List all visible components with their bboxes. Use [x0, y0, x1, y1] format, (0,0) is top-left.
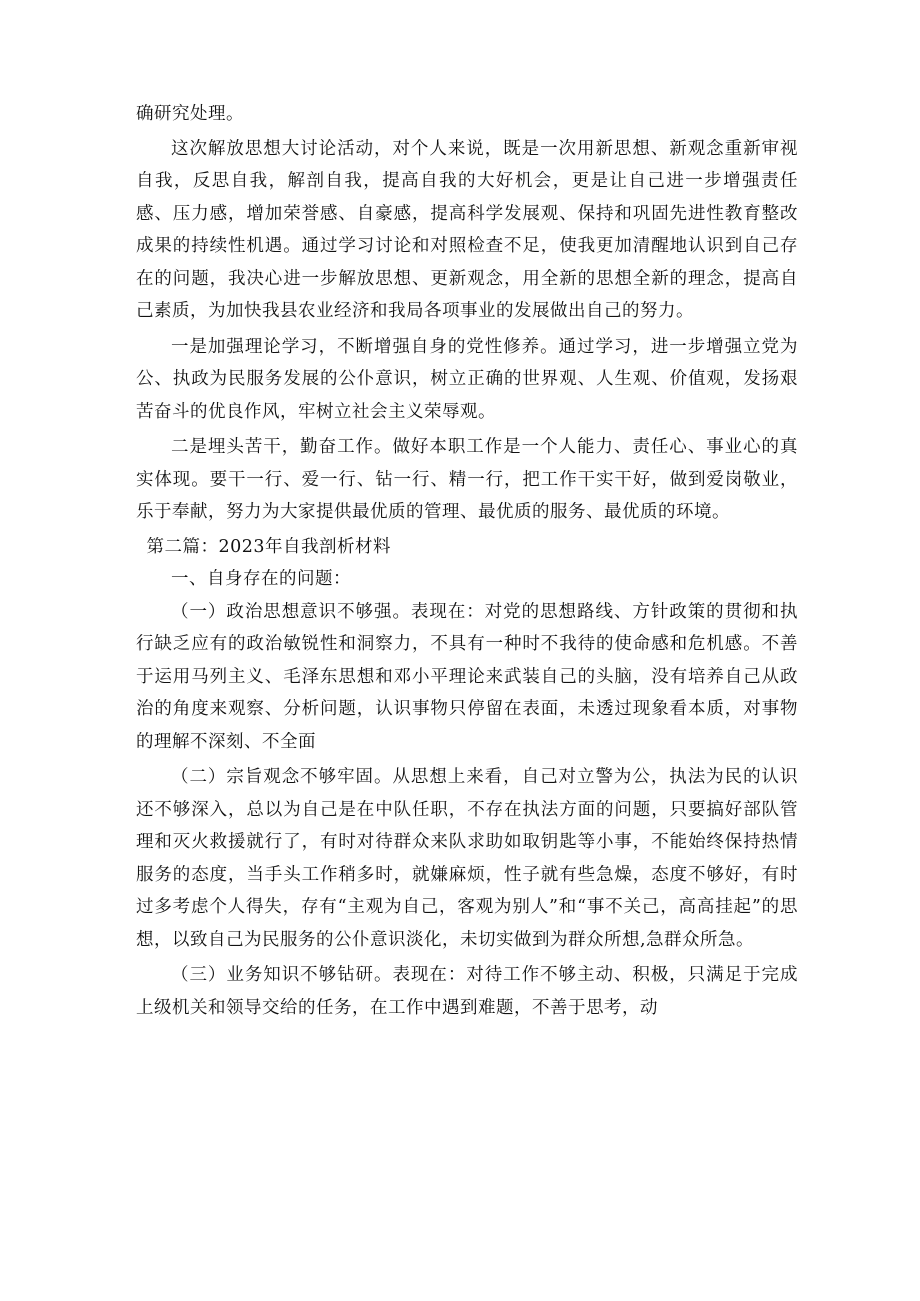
paragraph-discussion-activity: 这次解放思想大讨论活动，对个人来说，既是一次用新思想、新观念重新审视自我，反思自我，解剖自我，提高自我的大好机会，更是让自己进一步增强责任感、压力感，增加荣誉感、自豪感，提高科学发展观、保持和巩固先进性教育整改成果的持续性机遇。通过学习讨论和对照检查不足，使我更加清醒地认识到自己存在的问题，我决心进一步解放思想、更新观念，用全新的思想全新的理念，提高自己素质，为加快我县农业经济和我局各项事业的发展做出自己的努力。: [136, 138, 798, 321]
paragraph-political-awareness: （一）政治思想意识不够强。表现在：对党的思想路线、方针政策的贯彻和执行缺乏应有的政治敏锐性和洞察力，不具有一种时不我待的使命感和危机感。不善于运用马列主义、毛泽东思想和邓小平理论来武装自己的头脑，没有培养自己从政治的角度来观察、分析问题，认识事物只停留在表面，未透过现象看本质，对事物的理解不深刻、不全面: [136, 601, 798, 752]
paragraph-purpose-concept: （二）宗旨观念不够牢固。从思想上来看，自己对立警为公，执法为民的认识还不够深入，总以为自己是在中队任职，不存在执法方面的问题，只要搞好部队管理和灭火救援就行了，有时对待群众来队求助如取钥匙等小事，不能始终保持热情服务的态度，当手头工作稍多时，就嫌麻烦，性子就有些急燥，态度不够好，有时过多考虑个人得失，存有“主观为自己，客观为别人”和“事不关己，高高挂起”的思想，以致自己为民服务的公仆意识淡化，未切实做到为群众所想,急群众所急。: [136, 767, 798, 950]
document-page: [136, 98, 798, 1024]
section-title: 第二篇：2023年自我剖析材料: [146, 536, 392, 557]
subsection-heading: 一、自身存在的问题：: [171, 569, 351, 589]
paragraph-continuation: 确研究处理。: [136, 104, 244, 124]
paragraph-business-knowledge: （三）业务知识不够钻研。表现在：对待工作不够主动、积极，只满足于完成上级机关和领导交给的任务，在工作中遇到难题，不善于思考，动: [136, 965, 798, 1018]
paragraph-hard-work: 二是埋头苦干，勤奋工作。做好本职工作是一个人能力、责任心、事业心的真实体现。要干一行、爱一行、钻一行、精一行，把工作干实干好，做到爱岗敬业，乐于奉献，努力为大家提供最优质的管理、最优质的服务、最优质的环境。: [136, 437, 798, 522]
paragraph-theory-study: 一是加强理论学习，不断增强自身的党性修养。通过学习，进一步增强立党为公、执政为民服务发展的公仆意识，树立正确的世界观、人生观、价值观，发扬艰苦奋斗的优良作风，牢树立社会主义荣辱观。: [136, 336, 798, 422]
